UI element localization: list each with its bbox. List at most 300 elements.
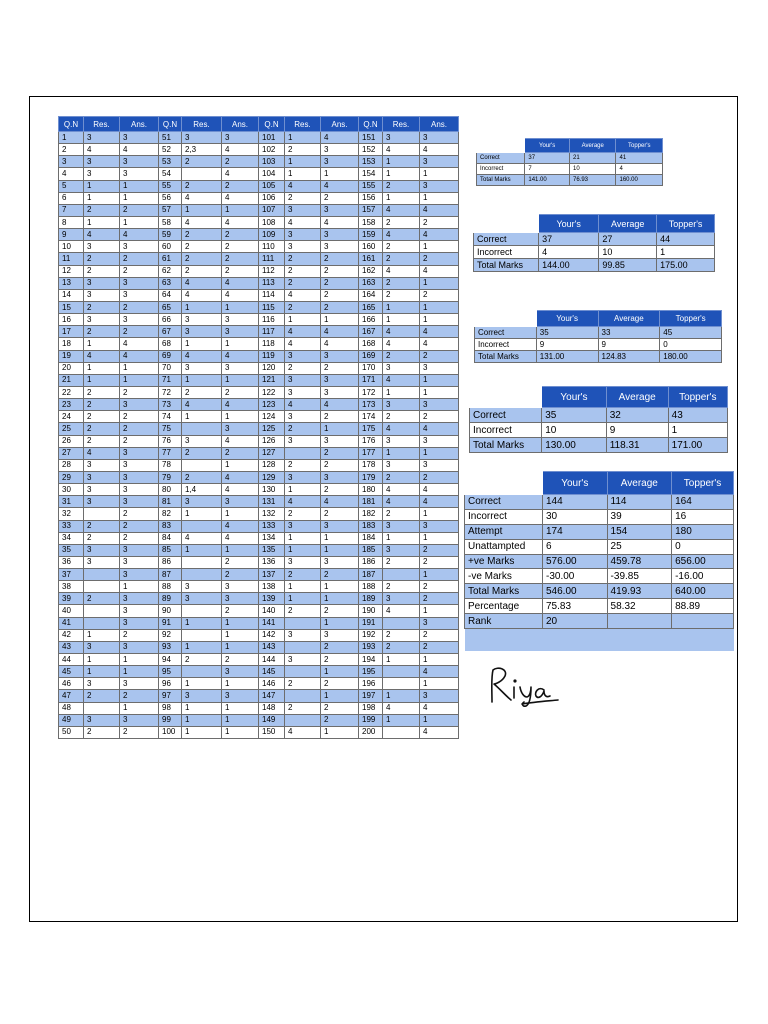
table-cell: 12 xyxy=(59,265,84,277)
table-cell: 1 xyxy=(285,544,321,556)
table-cell: 1 xyxy=(222,338,259,350)
table-row xyxy=(59,180,459,192)
table-cell: 3 xyxy=(321,204,359,216)
table-cell: 154 xyxy=(359,168,383,180)
table-cell: 159 xyxy=(359,229,383,241)
table-cell: 93 xyxy=(159,641,182,653)
table-cell xyxy=(285,690,321,702)
table-cell: 56 xyxy=(159,192,182,204)
table-cell: 112 xyxy=(259,265,285,277)
table-cell: 3 xyxy=(120,156,159,168)
table-cell: 2 xyxy=(222,605,259,617)
table-cell: 139 xyxy=(259,593,285,605)
table-cell: 2 xyxy=(222,386,259,398)
table-cell: 2 xyxy=(383,581,420,593)
table-cell: 61 xyxy=(159,253,182,265)
table-cell: 3 xyxy=(120,544,159,556)
table-cell: 3 xyxy=(285,629,321,641)
table-cell: 1 xyxy=(182,508,222,520)
table-cell: 3 xyxy=(120,617,159,629)
table-cell: 2 xyxy=(321,569,359,581)
table-cell: 165 xyxy=(359,301,383,313)
table-cell: 1 xyxy=(182,617,222,629)
table-cell: 107 xyxy=(259,204,285,216)
table-cell: 1 xyxy=(285,532,321,544)
table-cell: 1 xyxy=(182,301,222,313)
table-cell: 2 xyxy=(285,508,321,520)
table-row xyxy=(59,702,459,714)
table-cell: 30 xyxy=(59,484,84,496)
table-cell: 2 xyxy=(222,556,259,568)
table-cell: 4 xyxy=(420,326,459,338)
table-cell: 2 xyxy=(120,629,159,641)
table-cell: 2 xyxy=(383,289,420,301)
summary-value: 16 xyxy=(672,509,734,524)
summary-row xyxy=(470,408,728,423)
table-cell: 2 xyxy=(84,204,120,216)
table-cell: 2 xyxy=(59,144,84,156)
table-cell: 80 xyxy=(159,484,182,496)
table-cell: 178 xyxy=(359,459,383,471)
table-cell: 1 xyxy=(383,654,420,666)
table-cell: 1 xyxy=(420,714,459,726)
table-cell: 4 xyxy=(84,144,120,156)
table-cell: 4 xyxy=(222,144,259,156)
table-cell: 162 xyxy=(359,265,383,277)
table-cell: 2 xyxy=(383,241,420,253)
summary-row-label: Total Marks xyxy=(470,438,542,453)
table-cell: 2 xyxy=(84,265,120,277)
table-cell: 2 xyxy=(321,265,359,277)
table-cell: 1 xyxy=(84,338,120,350)
summary-value: 37 xyxy=(539,233,599,246)
table-cell: 48 xyxy=(59,702,84,714)
table-cell: 1 xyxy=(222,678,259,690)
summary-value: 0 xyxy=(660,339,722,351)
table-cell: 3 xyxy=(120,641,159,653)
table-cell: 2 xyxy=(383,629,420,641)
summary-value xyxy=(607,614,672,629)
summary-footer-band xyxy=(465,629,734,652)
table-cell: 58 xyxy=(159,216,182,228)
table-cell: 4 xyxy=(222,532,259,544)
table-cell: 53 xyxy=(159,156,182,168)
table-cell: 3 xyxy=(120,289,159,301)
table-cell: 8 xyxy=(59,216,84,228)
summary-row xyxy=(470,438,728,453)
table-cell: 4 xyxy=(285,496,321,508)
table-cell xyxy=(84,508,120,520)
table-cell: 2 xyxy=(222,265,259,277)
summary-value: 171.00 xyxy=(668,438,727,453)
table-cell: 3 xyxy=(420,690,459,702)
table-cell: 62 xyxy=(159,265,182,277)
summary-header-row xyxy=(474,215,715,233)
table-cell: 4 xyxy=(59,168,84,180)
table-cell: 37 xyxy=(59,569,84,581)
table-cell: 3 xyxy=(420,399,459,411)
table-cell: 78 xyxy=(159,459,182,471)
table-cell: 7 xyxy=(59,204,84,216)
summary-value: 58.32 xyxy=(607,599,672,614)
table-cell: 3 xyxy=(285,229,321,241)
table-cell: 2 xyxy=(420,216,459,228)
table-cell: 3 xyxy=(285,654,321,666)
table-cell: 133 xyxy=(259,520,285,532)
table-cell: 4 xyxy=(222,484,259,496)
table-cell: 4 xyxy=(182,192,222,204)
table-cell: 16 xyxy=(59,314,84,326)
signature-image xyxy=(486,660,576,710)
table-cell: 63 xyxy=(159,277,182,289)
summary-value: 21 xyxy=(569,153,616,164)
table-row xyxy=(59,132,459,144)
table-cell: 3 xyxy=(285,350,321,362)
table-cell: 40 xyxy=(59,605,84,617)
table-cell: 1 xyxy=(321,314,359,326)
summary-table-2 xyxy=(473,214,715,272)
table-cell: 1 xyxy=(321,617,359,629)
table-cell: 172 xyxy=(359,386,383,398)
table-cell: 2 xyxy=(383,350,420,362)
table-row xyxy=(59,471,459,483)
table-cell: 1 xyxy=(420,508,459,520)
summary-value: 9 xyxy=(606,423,668,438)
table-row xyxy=(59,556,459,568)
table-cell: 3 xyxy=(420,362,459,374)
answer-table xyxy=(58,116,459,739)
table-row xyxy=(59,156,459,168)
table-cell: 88 xyxy=(159,581,182,593)
summary-row xyxy=(477,175,663,186)
table-cell: 143 xyxy=(259,641,285,653)
table-cell: 97 xyxy=(159,690,182,702)
table-cell: 4 xyxy=(182,277,222,289)
table-cell: 4 xyxy=(383,605,420,617)
table-row xyxy=(59,265,459,277)
table-cell: 127 xyxy=(259,447,285,459)
table-cell: 1 xyxy=(84,180,120,192)
table-cell: 2 xyxy=(84,593,120,605)
table-cell: 2 xyxy=(285,144,321,156)
table-cell: 166 xyxy=(359,314,383,326)
table-cell: 3 xyxy=(120,447,159,459)
summary-row-label: Correct xyxy=(474,233,539,246)
table-cell: 1 xyxy=(383,532,420,544)
table-cell: 10 xyxy=(59,241,84,253)
table-row xyxy=(59,289,459,301)
table-cell: 76 xyxy=(159,435,182,447)
table-cell: 4 xyxy=(420,229,459,241)
table-cell: 1 xyxy=(222,374,259,386)
table-cell: 2 xyxy=(285,702,321,714)
summary-row-label: Total Marks xyxy=(474,259,539,272)
table-cell: 4 xyxy=(420,666,459,678)
table-cell: 59 xyxy=(159,229,182,241)
table-row xyxy=(59,229,459,241)
table-row xyxy=(59,678,459,690)
table-cell: 23 xyxy=(59,399,84,411)
table-cell: 136 xyxy=(259,556,285,568)
answer-header-cell: Res. xyxy=(182,117,222,132)
table-cell: 3 xyxy=(182,326,222,338)
table-row xyxy=(59,617,459,629)
summary-row-label: Incorrect xyxy=(465,509,543,524)
table-cell: 2 xyxy=(120,690,159,702)
summary-row-label: -ve Marks xyxy=(465,569,543,584)
table-cell: 38 xyxy=(59,581,84,593)
table-cell: 4 xyxy=(182,399,222,411)
table-cell: 100 xyxy=(159,726,182,738)
table-cell: 1 xyxy=(321,168,359,180)
table-cell: 4 xyxy=(182,289,222,301)
answer-header-cell: Ans. xyxy=(420,117,459,132)
table-cell: 3 xyxy=(120,484,159,496)
table-cell: 3 xyxy=(321,144,359,156)
table-cell: 1 xyxy=(420,678,459,690)
table-cell: 4 xyxy=(285,180,321,192)
table-cell: 4 xyxy=(420,144,459,156)
table-cell: 1 xyxy=(420,532,459,544)
summary-header-cell: Topper's xyxy=(660,311,722,327)
table-cell: 2 xyxy=(182,241,222,253)
answer-header-cell: Res. xyxy=(285,117,321,132)
table-cell: 2 xyxy=(222,654,259,666)
table-cell: 1 xyxy=(321,532,359,544)
table-cell: 3 xyxy=(120,399,159,411)
summary-value: 131.00 xyxy=(536,351,598,363)
table-cell: 1 xyxy=(222,726,259,738)
table-cell: 184 xyxy=(359,532,383,544)
table-cell: 4 xyxy=(420,496,459,508)
summary-row-label: Unattampted xyxy=(465,539,543,554)
table-cell: 1 xyxy=(120,180,159,192)
table-cell: 190 xyxy=(359,605,383,617)
table-cell: 2 xyxy=(222,447,259,459)
table-cell: 2 xyxy=(420,556,459,568)
table-row xyxy=(59,605,459,617)
table-row xyxy=(59,216,459,228)
table-cell: 1 xyxy=(120,362,159,374)
table-cell: 2 xyxy=(120,386,159,398)
table-cell: 2 xyxy=(383,556,420,568)
table-cell: 138 xyxy=(259,581,285,593)
table-cell: 198 xyxy=(359,702,383,714)
summary-header-row xyxy=(477,139,663,153)
table-cell: 130 xyxy=(259,484,285,496)
table-cell: 2 xyxy=(321,301,359,313)
table-cell: 1 xyxy=(420,447,459,459)
table-cell: 1 xyxy=(420,569,459,581)
summary-value: 9 xyxy=(598,339,660,351)
table-cell: 3 xyxy=(120,241,159,253)
table-cell: 3 xyxy=(84,544,120,556)
table-cell: 1 xyxy=(84,216,120,228)
table-cell: 3 xyxy=(120,556,159,568)
table-cell xyxy=(182,556,222,568)
table-cell: 164 xyxy=(359,289,383,301)
table-cell: 1 xyxy=(120,666,159,678)
table-cell: 94 xyxy=(159,654,182,666)
table-cell: 108 xyxy=(259,216,285,228)
table-cell: 11 xyxy=(59,253,84,265)
table-cell: 4 xyxy=(383,326,420,338)
summary-value: 118.31 xyxy=(606,438,668,453)
summary-row-label: Attempt xyxy=(465,524,543,539)
table-cell: 140 xyxy=(259,605,285,617)
table-cell: 4 xyxy=(222,520,259,532)
summary-header-blank xyxy=(477,139,525,153)
summary-value: 130.00 xyxy=(542,438,607,453)
table-cell: 2 xyxy=(120,520,159,532)
table-cell: 4 xyxy=(321,216,359,228)
table-cell: 83 xyxy=(159,520,182,532)
table-cell: 1 xyxy=(321,690,359,702)
table-cell: 4 xyxy=(222,435,259,447)
table-cell: 106 xyxy=(259,192,285,204)
summary-row xyxy=(465,614,734,629)
summary-row-label: Correct xyxy=(477,153,525,164)
table-cell: 2 xyxy=(182,471,222,483)
table-cell: 4 xyxy=(222,399,259,411)
table-row xyxy=(59,496,459,508)
table-cell: 2 xyxy=(383,641,420,653)
table-cell: 3 xyxy=(321,350,359,362)
table-cell: 5 xyxy=(59,180,84,192)
table-cell: 2 xyxy=(84,423,120,435)
table-cell: 1 xyxy=(222,544,259,556)
table-cell xyxy=(383,569,420,581)
summary-value: 144.00 xyxy=(539,259,599,272)
table-cell: 66 xyxy=(159,314,182,326)
table-cell: 196 xyxy=(359,678,383,690)
table-cell: 2 xyxy=(120,265,159,277)
table-cell: 176 xyxy=(359,435,383,447)
table-cell: 3 xyxy=(120,277,159,289)
table-cell: 2 xyxy=(222,253,259,265)
table-cell: 1 xyxy=(420,241,459,253)
table-cell: 1 xyxy=(285,484,321,496)
table-cell: 89 xyxy=(159,593,182,605)
table-cell: 2 xyxy=(222,569,259,581)
table-cell: 119 xyxy=(259,350,285,362)
summary-row xyxy=(465,569,734,584)
table-cell: 152 xyxy=(359,144,383,156)
summary-value: 114 xyxy=(607,495,672,510)
table-cell: 81 xyxy=(159,496,182,508)
table-cell: 1 xyxy=(383,156,420,168)
table-cell: 3 xyxy=(321,471,359,483)
table-row xyxy=(59,629,459,641)
table-cell: 1 xyxy=(84,192,120,204)
table-cell: 2 xyxy=(285,605,321,617)
answer-header-cell: Q.N xyxy=(359,117,383,132)
table-cell: 4 xyxy=(120,350,159,362)
table-cell: 2 xyxy=(285,362,321,374)
table-cell: 182 xyxy=(359,508,383,520)
table-cell: 3 xyxy=(285,204,321,216)
table-cell: 155 xyxy=(359,180,383,192)
table-cell: 3 xyxy=(84,496,120,508)
table-cell: 4 xyxy=(285,216,321,228)
table-cell: 168 xyxy=(359,338,383,350)
table-cell: 4 xyxy=(285,289,321,301)
table-cell: 3 xyxy=(182,581,222,593)
answer-header-cell: Ans. xyxy=(120,117,159,132)
table-cell: 4 xyxy=(84,350,120,362)
table-cell: 122 xyxy=(259,386,285,398)
table-cell: 14 xyxy=(59,289,84,301)
table-cell: 109 xyxy=(259,229,285,241)
table-cell: 2 xyxy=(321,714,359,726)
table-cell: 25 xyxy=(59,423,84,435)
answer-table-header-row xyxy=(59,117,459,132)
table-cell: 3 xyxy=(285,411,321,423)
table-cell: 1 xyxy=(420,605,459,617)
summary-table-4 xyxy=(469,386,728,453)
table-cell: 4 xyxy=(321,326,359,338)
table-cell: 125 xyxy=(259,423,285,435)
table-cell: 117 xyxy=(259,326,285,338)
table-cell: 3 xyxy=(321,520,359,532)
table-cell: 174 xyxy=(359,411,383,423)
table-row xyxy=(59,301,459,313)
table-cell: 134 xyxy=(259,532,285,544)
table-cell: 2 xyxy=(383,508,420,520)
answer-header-cell: Q.N xyxy=(59,117,84,132)
table-cell: 3 xyxy=(222,581,259,593)
table-cell: 3 xyxy=(84,641,120,653)
summary-row-label: Total Marks xyxy=(477,175,525,186)
table-cell: 2 xyxy=(84,411,120,423)
table-cell: 3 xyxy=(120,132,159,144)
table-cell: 3 xyxy=(383,399,420,411)
table-cell: 3 xyxy=(420,617,459,629)
table-cell xyxy=(84,605,120,617)
table-cell: 2 xyxy=(84,326,120,338)
table-cell: 3 xyxy=(182,362,222,374)
table-row xyxy=(59,204,459,216)
summary-footer-cell xyxy=(465,629,734,652)
table-cell: 132 xyxy=(259,508,285,520)
table-cell: 194 xyxy=(359,654,383,666)
summary-header-cell: Topper's xyxy=(657,215,715,233)
summary-table-3 xyxy=(474,310,722,363)
table-row xyxy=(59,144,459,156)
table-cell: 4 xyxy=(222,350,259,362)
table-cell: 1 xyxy=(321,593,359,605)
table-cell: 120 xyxy=(259,362,285,374)
table-row xyxy=(59,726,459,738)
summary-row xyxy=(465,524,734,539)
table-cell: 2 xyxy=(222,229,259,241)
table-cell: 3 xyxy=(222,326,259,338)
answer-header-cell: Res. xyxy=(84,117,120,132)
table-cell: 197 xyxy=(359,690,383,702)
table-cell xyxy=(84,581,120,593)
table-cell: 1 xyxy=(59,132,84,144)
table-cell: 2 xyxy=(84,435,120,447)
summary-value: 88.89 xyxy=(672,599,734,614)
table-cell: 71 xyxy=(159,374,182,386)
table-cell: 2 xyxy=(182,386,222,398)
table-cell: 3 xyxy=(120,168,159,180)
table-row xyxy=(59,314,459,326)
table-cell: 36 xyxy=(59,556,84,568)
table-cell: 157 xyxy=(359,204,383,216)
table-cell xyxy=(285,641,321,653)
table-cell: 2 xyxy=(285,253,321,265)
